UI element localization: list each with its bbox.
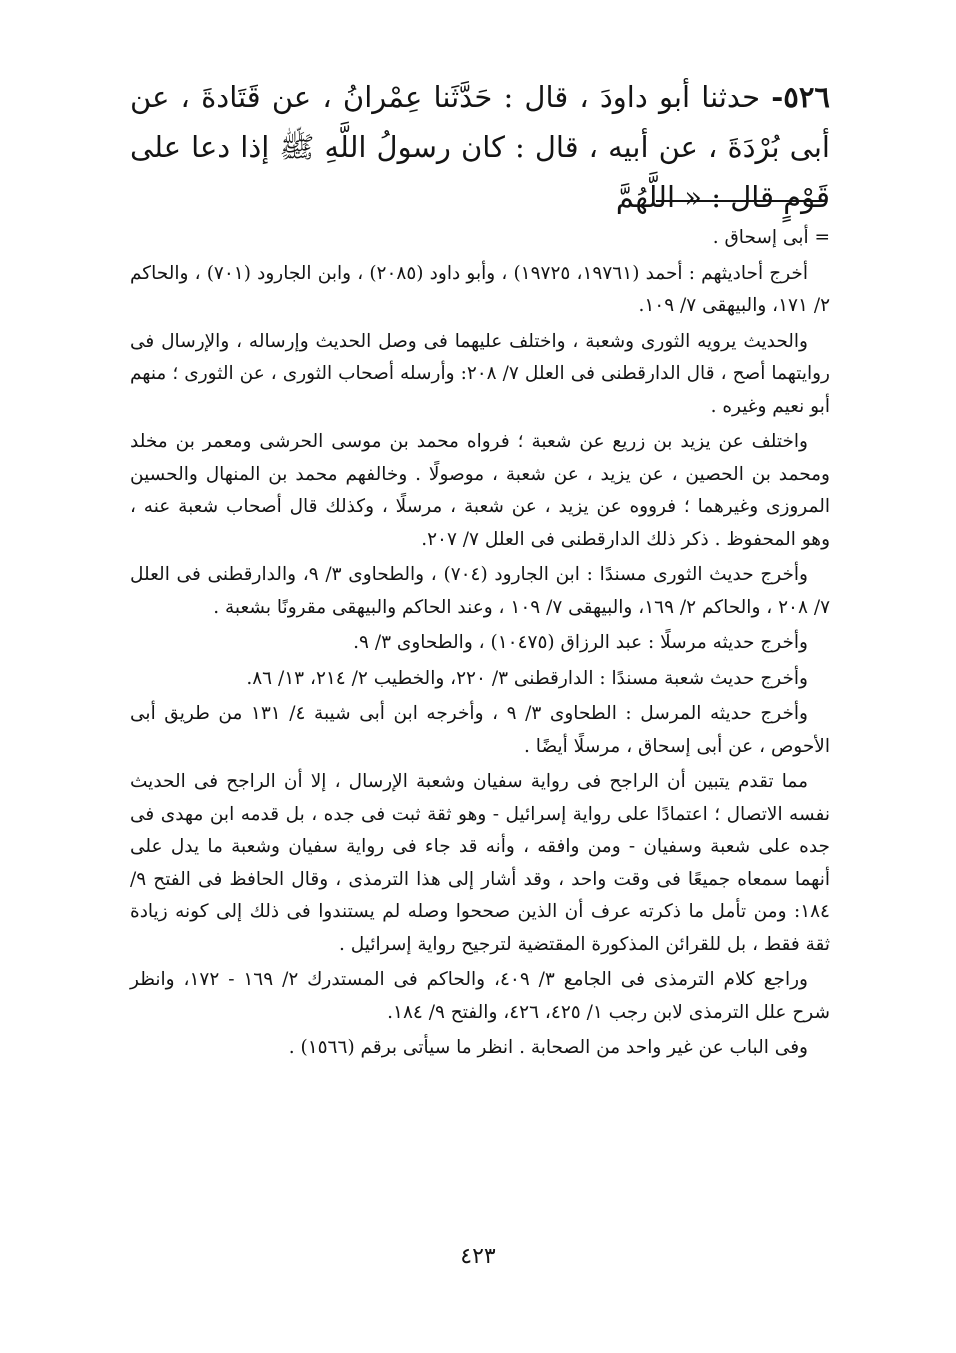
footnote-separator [656,200,826,202]
footnote-paragraph: وأخرج حديثه مرسلًا : عبد الرزاق (١٠٤٧٥) ، والطحاوى ٣/ ٩. [353,632,808,653]
footnote-paragraph: = أبى إسحاق . [712,227,830,248]
footnotes [130,222,830,1068]
footnote-paragraph: والحديث يرويه الثورى وشعبة ، واختلف عليهما فى وصل الحديث وإرساله ، والإرسال فى روايتهما أصح ، قال الدارقطنى فى العلل ٧/ ٢٠٨: وأرسله أصحاب الثورى ، عن الثورى ؛ منهم أبو نعيم وغيره . [130,330,830,417]
footnote-paragraph: وراجع كلام الترمذى فى الجامع ٣/ ٤٠٩، والحاكم فى المستدرك ٢/ ١٦٩ - ١٧٢، وانظر شرح علل الترمذى لابن رجب ١/ ٤٢٥، ٤٢٦، والفتح ٩/ ١٨٤. [130,969,830,1023]
page-number: ٤٢٣ [460,1244,496,1269]
footnote-paragraph: مما تقدم يتبين أن الراجح فى رواية سفيان وشعبة الإرسال ، إلا أن الراجح فى الحديث نفسه الاتصال ؛ اعتمادًا على رواية إسرائيل - وهو ثقة ثبت فى جده ، بل قدمه ابن مهدى فى جده على شعبة وسفيان - ومن وافقه ، وأنه قد جاء فى رواية سفيان وشعبة ما يدل على أنهما سمعاه جميعًا فى وقت واحد ، وقد أشار إلى هذا الترمذى ، وقال الحافظ فى الفتح ٩/ ١٨٤: ومن تأمل ما ذكرته عرف أن الذين صححوا وصله لم يستندوا فى ذلك إلى كونه زيادة ثقة فقط ، بل للقرائن المذكورة المقتضية لترجيح رواية إسرائيل . [130,771,830,955]
footnote-paragraph: أخرج أحاديثهم : أحمد (١٩٧٦١، ١٩٧٢٥) ، وأبو داود (٢٠٨٥) ، وابن الجارود (٧٠١) ، والحاكم ٢/ ١٧١، والبيهقى ٧/ ١٠٩. [130,262,830,316]
hadith-number: ٥٢٦- [771,80,831,114]
hadith-body: حدثنا أبو داودَ ، قال : حَدَّثَنا عِمْرانُ ، عن قَتَادةَ ، عن أبى بُرْدَةَ ، عن أبيه ، قال : كان رسولُ اللَّهِ ﷺ إذا دعا على قَوْمٍ قال : « اللَّهُمَّ [130,80,830,214]
footnote-paragraph: وأخرج حديث الثورى مسندًا : ابن الجارود (٧٠٤) ، والطحاوى ٣/ ٩، والدارقطنى فى العلل ٧/ ٢٠٨ ، والحاكم ٢/ ١٦٩، والبيهقى ٧/ ١٠٩ ، وعند الحاكم والبيهقى مقرونًا بشعبة . [130,564,830,618]
footnote-paragraph: وأخرج حديثه المرسل : الطحاوى ٣/ ٩ ، وأخرجه ابن أبى شيبة ٤/ ١٣١ من طريق أبى الأحوص ، عن أبى إسحاق ، مرسلًا أيضًا . [130,703,830,757]
footnote-paragraph: وفى الباب عن غير واحد من الصحابة . انظر ما سيأتى برقم (١٥٦٦) . [288,1037,808,1058]
footnote-paragraph: واختلف عن يزيد بن زريع عن شعبة ؛ فرواه محمد بن موسى الحرشى ومعمر بن مخلد ومحمد بن الحصين ، عن يزيد ، عن شعبة ، موصولًا . وخالفهم محمد بن المنهال والحسين المروزى وغيرهما ؛ فرووه عن يزيد ، عن شعبة ، مرسلًا ، وكذلك قال أصحاب شعبة عنه ، وهو المحفوظ . ذكر ذلك الدارقطنى فى العلل ٧/ ٢٠٧. [130,431,830,550]
footnote-paragraph: وأخرج حديث شعبة مسندًا : الدارقطنى ٣/ ٢٢٠، والخطيب ٢/ ٢١٤، ١٣/ ٨٦. [246,667,808,689]
